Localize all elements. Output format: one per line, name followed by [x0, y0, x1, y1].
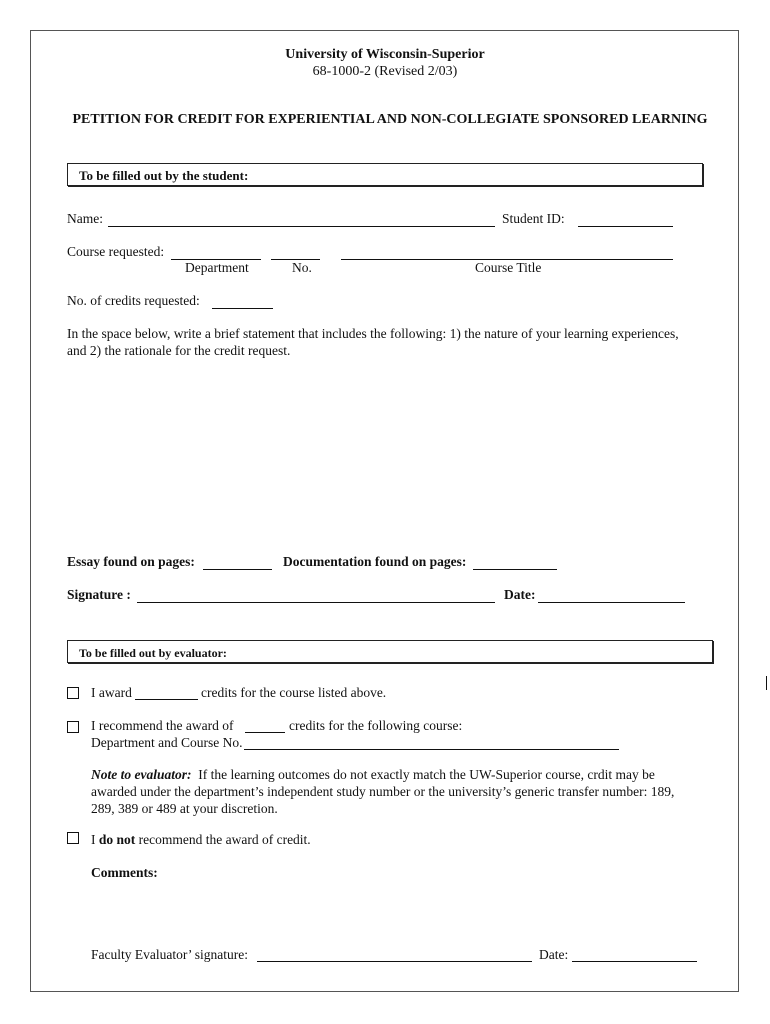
faculty-date-field[interactable]	[572, 961, 697, 962]
student-section-heading: To be filled out by the student:	[79, 168, 249, 183]
dept-course-label: Department and Course No.	[91, 735, 243, 750]
documentation-pages-field[interactable]	[473, 569, 557, 570]
evaluator-section-heading: To be filled out by evaluator:	[79, 646, 227, 660]
student-id-field[interactable]	[578, 226, 673, 227]
student-id-label: Student ID:	[502, 211, 565, 226]
dept-course-field[interactable]	[244, 749, 619, 750]
not-recommend-prefix: I	[91, 832, 96, 847]
course-title-caption: Course Title	[475, 260, 542, 275]
credits-requested-field[interactable]	[212, 308, 273, 309]
note-line1	[91, 767, 655, 783]
not-recommend-checkbox[interactable]	[67, 832, 79, 844]
course-requested-label: Course requested:	[67, 244, 165, 259]
comments-area[interactable]	[91, 884, 703, 936]
recommend-suffix: credits for the following course:	[289, 718, 463, 733]
statement-instructions-line1: In the space below, write a brief statement that includes the following: 1) the nature of your learning experiences,	[67, 326, 679, 341]
recommend-prefix: I recommend the award of	[91, 718, 234, 733]
faculty-signature-label: Faculty Evaluator’ signature:	[91, 947, 248, 962]
faculty-signature-field[interactable]	[257, 961, 532, 962]
institution-name: University of Wisconsin-Superior	[285, 47, 485, 62]
name-field[interactable]	[108, 226, 495, 227]
form-title: PETITION FOR CREDIT FOR EXPERIENTIAL AND NON-COLLEGIATE SPONSORED LEARNING	[72, 112, 708, 127]
essay-pages-field[interactable]	[203, 569, 272, 570]
comments-label: Comments:	[91, 865, 158, 880]
evaluator-section-box	[67, 640, 713, 663]
signature-label: Signature :	[67, 587, 131, 602]
faculty-date-label: Date:	[539, 947, 569, 962]
student-section-box	[67, 163, 703, 186]
department-caption: Department	[185, 260, 249, 275]
signature-field[interactable]	[137, 602, 495, 603]
date-field[interactable]	[538, 602, 685, 603]
note-label: Note to evaluator:	[91, 767, 192, 782]
award-suffix: credits for the course listed above.	[201, 685, 387, 700]
note-line3: 289, 389 or 489 at your discretion.	[91, 801, 278, 816]
recommend-credits-field[interactable]	[245, 732, 285, 733]
note-line2: awarded under the department’s independent study number or the university’s generic transfer number: 189,	[91, 784, 675, 799]
award-checkbox[interactable]	[67, 687, 79, 699]
edge-mark	[766, 676, 767, 690]
not-recommend-text	[91, 832, 311, 848]
statement-instructions-line2: and 2) the rationale for the credit request.	[67, 343, 291, 358]
award-prefix: I award	[91, 685, 132, 700]
date-label: Date:	[504, 587, 536, 602]
essay-pages-label: Essay found on pages:	[67, 554, 195, 569]
not-recommend-emphasis: do not	[98, 832, 136, 847]
number-caption: No.	[292, 260, 312, 275]
note-text-line1: If the learning outcomes do not exactly match the UW-Superior course, crdit may be	[198, 767, 655, 782]
award-credits-field[interactable]	[135, 699, 198, 700]
credits-requested-label: No. of credits requested:	[67, 293, 200, 308]
form-number: 68-1000-2 (Revised 2/03)	[312, 64, 458, 79]
recommend-checkbox[interactable]	[67, 721, 79, 733]
name-label: Name:	[67, 211, 103, 226]
not-recommend-suffix: recommend the award of credit.	[138, 832, 311, 847]
documentation-pages-label: Documentation found on pages:	[283, 554, 467, 569]
statement-area[interactable]	[67, 365, 703, 545]
